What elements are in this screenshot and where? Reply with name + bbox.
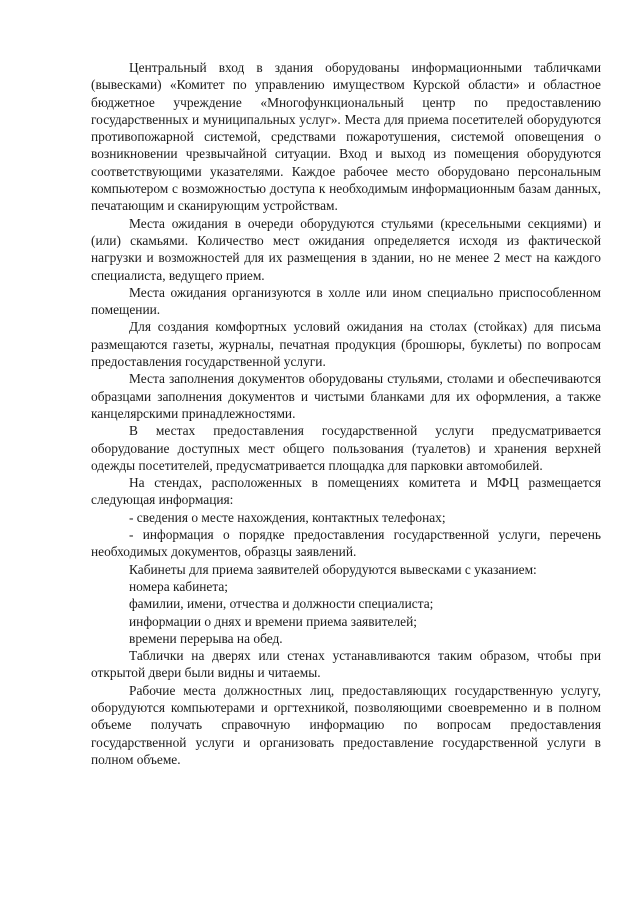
paragraph-waiting-hall: Места ожидания организуются в холле или ином специально приспособленном помещении. [91, 284, 601, 318]
paragraph-public-facilities: В местах предоставления государственной услуги предусматривается оборудование доступных мест общего пользования (туалетов) и хранения верхней одежды посетителей, предусматривается площадка для парковки автомобилей. [91, 423, 601, 473]
paragraph-document-filling: Места заполнения документов оборудованы стульями, столами и обеспечиваются образцами заполнения документов и чистыми бланками для их оформления, а также канцелярскими принадлежностями. [91, 371, 601, 421]
list-item-cabinet-number: номера кабинета; [129, 578, 229, 594]
paragraph-stands-intro: На стендах, расположенных в помещениях комитета и МФЦ размещается следующая информация: [91, 475, 601, 508]
paragraph-comfort-conditions: Для создания комфортных условий ожидания на столах (стойках) для письма размещаются газеты, журналы, печатная продукция (брошюры, буклеты) по вопросам предоставления государственной услуги. [91, 319, 601, 370]
paragraph-waiting-seats: Места ожидания в очереди оборудуются стульями (кресельными секциями) и (или) скамьями. Количество мест ожидания определяется исходя из фактической нагрузки и возможностей для их размещения в здании, но не менее 2 мест на каждого специалиста, ведущего прием. [91, 215, 601, 283]
paragraph-cabinets-intro: Кабинеты для приема заявителей оборудуются вывесками с указанием: [129, 561, 537, 577]
list-item-cabinet-specialist: фамилии, имени, отчества и должности специалиста; [129, 596, 434, 612]
paragraph-door-signs: Таблички на дверях или стенах устанавливаются таким образом, чтобы при открытой двери были видны и читаемы. [91, 648, 601, 681]
paragraph-entrance-signage: Центральный вход в здания оборудованы информационными табличками (вывесками) «Комитет по управлению имуществом Курской области» и областное бюджетное учреждение «Многофункциональный центр по предоставлению государственных и муниципальных услуг». Места для приема посетителей оборудуются противопожарной системой, средствами пожаротушения, системой оповещения о возникновении чрезвычайной ситуации. Вход и выход из помещения оборудуются соответствующими указателями. Каждое рабочее место оборудовано персональным компьютером с возможностью доступа к необходимым информационным базам данных, печатающим и сканирующим устройствам. [91, 60, 601, 214]
list-item-stand-procedure: - информация о порядке предоставления государственной услуги, перечень необходимых документов, образцы заявлений. [91, 527, 601, 560]
paragraph-workplaces: Рабочие места должностных лиц, предоставляющих государственную услугу, оборудуются компьютерами и оргтехникой, позволяющими своевременно и в полном объеме получать справочную информацию по вопросам предоставления государственной услуги и организовать предоставление государственной услуги в полном объеме. [91, 682, 601, 767]
list-item-cabinet-schedule: информации о днях и времени приема заявителей; [129, 613, 417, 629]
list-item-stand-contacts: - сведения о месте нахождения, контактных телефонах; [129, 509, 446, 525]
list-item-cabinet-break: времени перерыва на обед. [129, 630, 283, 646]
